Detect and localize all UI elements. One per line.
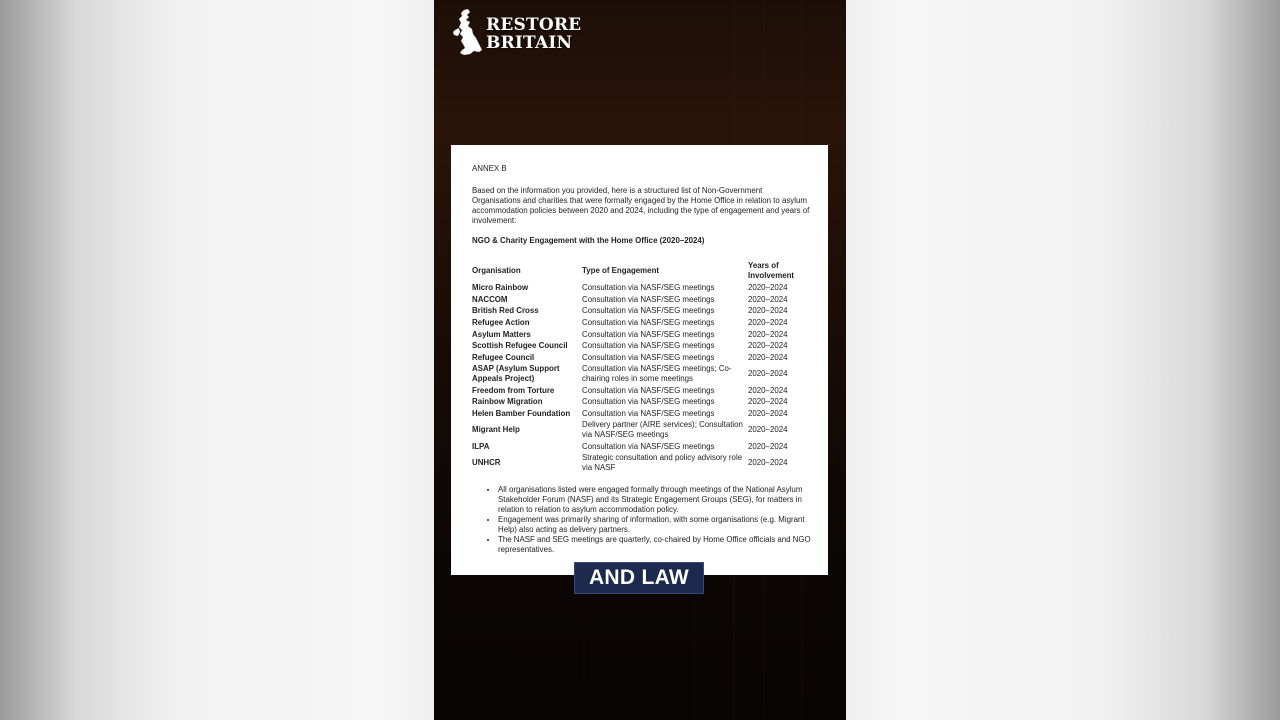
type-cell: Strategic consultation and policy advisory role via NASF (582, 453, 743, 472)
column-header-type: Type of Engagement (582, 265, 660, 275)
video-panel (434, 0, 846, 720)
years-cell: 2020–2024 (748, 441, 788, 451)
table-header-row (472, 260, 810, 282)
table-row (472, 408, 810, 420)
notes-list (472, 485, 818, 555)
table-row (472, 305, 810, 317)
logo-wordmark (486, 16, 581, 52)
table-row (472, 363, 810, 384)
years-cell: 2020–2024 (748, 457, 788, 467)
org-cell: Helen Bamber Foundation (472, 408, 571, 418)
logo-line-1: RESTORE (486, 15, 582, 35)
column-header-years: Years of Involvement (748, 261, 795, 280)
org-cell: UNHCR (472, 457, 501, 467)
years-cell: 2020–2024 (748, 397, 788, 407)
type-cell: Consultation via NASF/SEG meetings (582, 352, 715, 362)
table-row (472, 419, 810, 440)
years-cell: 2020–2024 (748, 283, 788, 293)
type-cell: Consultation via NASF/SEG meetings (582, 441, 715, 451)
document-title: NGO & Charity Engagement with the Home Office (2020–2024) (472, 236, 705, 245)
logo-line-2: BRITAIN (486, 33, 573, 53)
table-row (472, 329, 810, 341)
org-cell: Migrant Help (472, 425, 520, 435)
org-cell: NACCOM (472, 294, 508, 304)
org-cell: Refugee Action (472, 317, 530, 327)
years-cell: 2020–2024 (748, 369, 788, 379)
years-cell: 2020–2024 (748, 352, 788, 362)
type-cell: Consultation via NASF/SEG meetings (582, 385, 715, 395)
note-item: • The NASF and SEG meetings are quarterly, co-chaired by Home Office officials and NGO representatives. (498, 535, 818, 555)
org-cell: ASAP (Asylum Support Appeals Project) (472, 364, 560, 383)
type-cell: Consultation via NASF/SEG meetings (582, 397, 715, 407)
org-cell: Freedom from Torture (472, 385, 555, 395)
table-row (472, 385, 810, 397)
type-cell: Consultation via NASF/SEG meetings (582, 408, 715, 418)
column-header-organisation: Organisation (472, 265, 521, 275)
subtitle-caption: AND LAW (574, 562, 704, 594)
years-cell: 2020–2024 (748, 341, 788, 351)
type-cell: Consultation via NASF/SEG meetings (582, 294, 715, 304)
table-row (472, 294, 810, 306)
years-cell: 2020–2024 (748, 425, 788, 435)
table-row (472, 317, 810, 329)
engagement-table (472, 260, 810, 473)
type-cell: Consultation via NASF/SEG meetings; Co-chairing roles in some meetings (582, 364, 732, 383)
org-cell: Asylum Matters (472, 329, 531, 339)
org-cell: Refugee Council (472, 352, 535, 362)
years-cell: 2020–2024 (748, 408, 788, 418)
table-row (472, 441, 810, 453)
table-row (472, 452, 810, 473)
britain-map-icon (452, 8, 484, 60)
note-item: • Engagement was primarily sharing of information, with some organisations (e.g. Migrant Help) also acting as delivery partners. (498, 515, 818, 535)
table-row (472, 396, 810, 408)
table-body (472, 282, 810, 473)
type-cell: Delivery partner (AIRE services); Consultation via NASF/SEG meetings (582, 420, 743, 439)
note-item: • All organisations listed were engaged formally through meetings of the National Asylum Stakeholder Forum (NASF) and its Strategic Engagement Groups (SEG), for matters in relation to relation to asylum accommodation policy. (498, 485, 818, 515)
annex-label: ANNEX B (472, 164, 507, 173)
org-cell: Scottish Refugee Council (472, 341, 568, 351)
type-cell: Consultation via NASF/SEG meetings (582, 329, 715, 339)
type-cell: Consultation via NASF/SEG meetings (582, 283, 715, 293)
years-cell: 2020–2024 (748, 306, 788, 316)
years-cell: 2020–2024 (748, 385, 788, 395)
years-cell: 2020–2024 (748, 329, 788, 339)
org-cell: Micro Rainbow (472, 283, 529, 293)
org-cell: ILPA (472, 441, 490, 451)
restore-britain-logo (452, 8, 581, 60)
org-cell: Rainbow Migration (472, 397, 543, 407)
years-cell: 2020–2024 (748, 294, 788, 304)
document-page (451, 145, 828, 575)
org-cell: British Red Cross (472, 306, 539, 316)
type-cell: Consultation via NASF/SEG meetings (582, 317, 715, 327)
table-row (472, 340, 810, 352)
table-row (472, 282, 810, 294)
table-row (472, 352, 810, 364)
intro-paragraph: Based on the information you provided, here is a structured list of Non-Government Organisations and charities that were formally engaged by the Home Office in relation to asylum accommodation policies between 2020 and 2024, including the type of engagement and years of involvement: (472, 186, 810, 225)
type-cell: Consultation via NASF/SEG meetings (582, 341, 715, 351)
type-cell: Consultation via NASF/SEG meetings (582, 306, 715, 316)
years-cell: 2020–2024 (748, 317, 788, 327)
